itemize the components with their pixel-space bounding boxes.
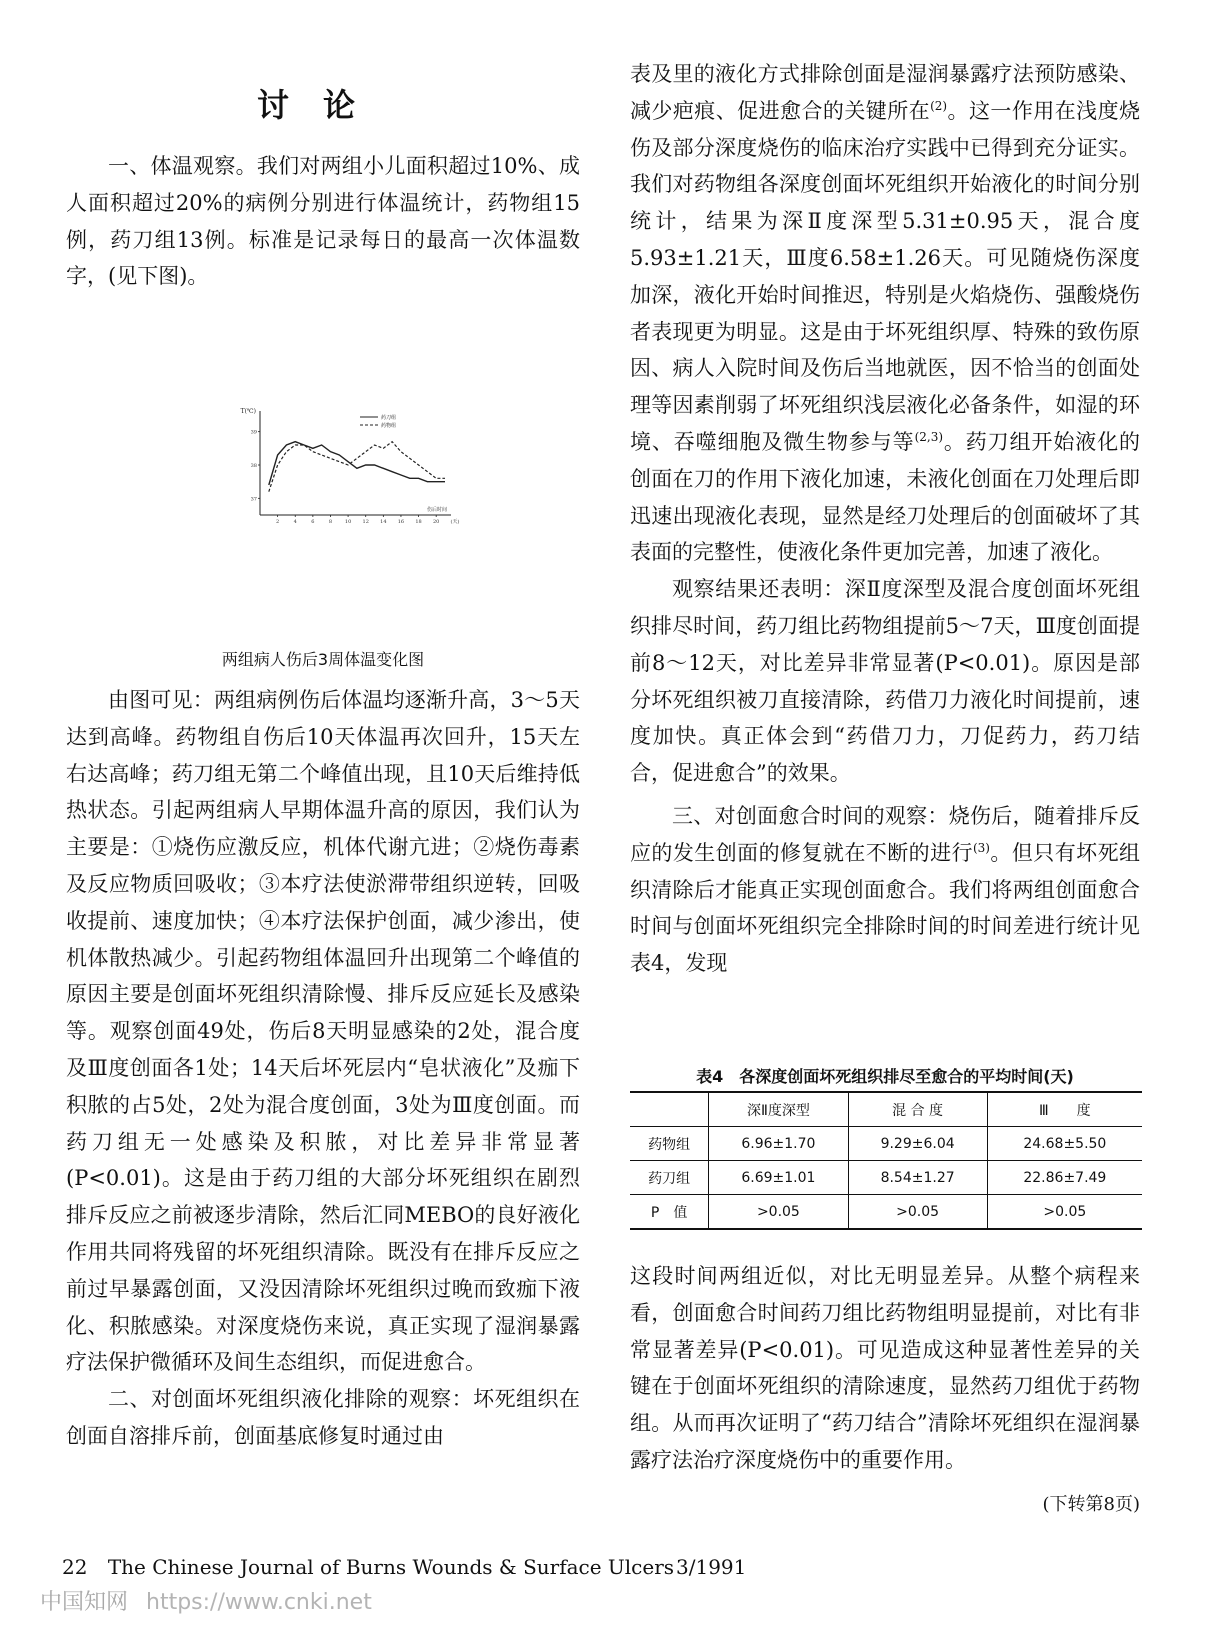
paragraph-temperature: 一、体温观察。我们对两组小儿面积超过10%、成人面积超过20%的病例分别进行体温统计，药物组15例，药刀组13例。标准是记录每日的最高一次体温数字，(见下图)。 [66,154,580,289]
page-footer [62,1555,1162,1579]
right-column-top [630,56,1140,982]
x-axis-label: 伤后时间 [426,507,448,513]
left-column-bottom [66,682,580,1455]
paragraph-figure-analysis: 由图可见：两组病例伤后体温均逐渐升高，3～5天达到高峰。药物组自伤后10天体温再次回升，15天左右达高峰；药刀组无第二个峰值出现，且10天后维持低热状态。引起两组病人早期体温升高的原因，我们认为主要是：①烧伤应激反应，机体代谢亢进；②烧伤毒素及反应物质回吸收；③本疗法使淤滞带组织逆转，回吸收提前、速度加快；④本疗法保护创面，减少渗出，使机体散热减少。引起药物组体温回升出现第二个峰值的原因主要是创面坏死组织清除慢、排斥反应延长及感染等。观察创面49处，伤后8天明显感染的2处，混合度及Ⅲ度创面各1处；14天后坏死层内“皂状液化”及痂下积脓的占5处，2处为混合度创面，3处为Ⅲ度创面。而药刀组无一处感染及积脓，对比差异非常显著(P<0.01)。这是由于药刀组的大部分坏死组织在剧烈排斥反应之前被逐步清除，然后汇同MEBO的良好液化作用共同将残留的坏死组织清除。既没有在排斥反应之前过早暴露创面，又没因清除坏死组织过晚而致痂下液化、积脓感染。对深度烧伤来说，真正实现了湿润暴露疗法保护微循环及间生态组织，而促进愈合。 [66,688,580,1375]
x-tick-label: 8 [328,519,333,525]
paragraph-liquefaction-start: 二、对创面坏死组织液化排除的观察：坏死组织在创面自溶排斥前，创面基底修复时通过由 [66,1387,580,1448]
y-tick-label: 37 [250,496,257,503]
paragraph-observation-results: 观察结果还表明：深Ⅱ度深型及混合度创面坏死组织排尽时间，药刀组比药物组提前5～7天，Ⅲ度创面提前8～12天，对比差异非常显著(P<0.01)。原因是部分坏死组织被刀直接清除，药借刀力液化时间提前，速度加快。真正体会到“药借刀力，刀促药力，药刀结合，促进愈合”的效果。 [630,577,1140,786]
x-unit: (天) [450,519,460,525]
watermark-name: 中国知网 [40,1590,129,1615]
series-line-2 [269,442,445,492]
table-cell: >0.05 [987,1195,1142,1230]
paragraph-conclusion: 这段时间两组近似，对比无明显差异。从整个病程来看，创面愈合时间药刀组比药物组明显提前，对比有非常显著差异(P<0.01)。可见造成这种显著性差异的关键在于创面坏死组织的清除速度，显然药刀组优于药物组。从而再次证明了“药刀结合”清除坏死组织在湿润暴露疗法治疗深度烧伤中的重要作用。 [630,1264,1140,1472]
table-cell: P 值 [630,1195,709,1230]
left-column-top [66,148,580,295]
text-segment: 。但只有坏死组织清除后才能真正实现创面愈合。我们将两组创面愈合时间与创面坏死组织完全排除时间的时间差进行统计见表4，发现 [630,840,1141,976]
table-cell: 6.69±1.01 [709,1161,848,1195]
table-cell: 6.96±1.70 [709,1127,848,1161]
continued-note: (下转第8页) [1042,1493,1140,1515]
x-tick-label: 12 [362,519,369,525]
table-cell: >0.05 [848,1195,987,1230]
results-table [630,1091,1142,1230]
table-cell: 药物组 [648,1136,691,1153]
table-header-cell [630,1092,709,1127]
journal-name: The Chinese Journal of Burns Wounds & Surface Ulcers [107,1555,675,1579]
y-axis-label: T(℃) [240,408,256,415]
y-tick-label: 38 [250,463,257,469]
table-cell: 24.68±5.50 [987,1127,1142,1161]
issue-number: 3/1991 [676,1555,747,1579]
table-cell: 8.54±1.27 [848,1161,987,1195]
x-tick-label: 10 [344,519,352,525]
x-tick-label: 20 [433,519,440,525]
table-cell: 22.86±7.49 [987,1161,1142,1195]
table-cell: 药刀组 [630,1161,709,1195]
text-segment: 三、对创面愈合时间的观察：烧伤后，随着排斥反应的发生创面的修复就在不断的进行 [630,803,1140,865]
text-segment: 表及里的液化方式排除创面是湿润暴露疗法预防感染、减少疤痕、促进愈合的关键所在 [630,62,1140,123]
x-tick-label: 14 [380,519,387,525]
x-tick-label: 16 [397,519,405,525]
x-tick-label: 4 [293,519,297,525]
table-header-row [630,1092,1142,1127]
cnki-watermark [40,1585,372,1616]
x-tick-label: 6 [311,519,315,525]
table-caption: 表4 各深度创面坏死组织排尽至愈合的平均时间(天) [696,1067,1074,1086]
watermark-url: https://www.cnki.net [146,1590,372,1615]
citation: (3) [972,840,990,855]
table-row [630,1127,1142,1161]
series-line-1 [269,442,445,485]
y-tick-label: 39 [250,429,257,436]
table-header-cell: Ⅲ 度 [987,1092,1142,1127]
text-segment: 。这一作用在浅度烧伤及部分深度烧伤的临床治疗实践中已得到充分证实。我们对药物组各深度创面坏死组织开始液化的时间分别统计，结果为深Ⅱ度深型5.31±0.95天，混合度5.93±1.21天，Ⅲ度6.58±1.26天。可见随烧伤深度加深，液化开始时间推迟，特别是火焰烧伤、强酸烧伤者表现更为明显。这是由于坏死组织厚、特殊的致伤原因、病人入院时间及伤后当地就医，因不恰当的创面处理等因素削弱了坏死组织浅层液化必备条件，如湿的环境、吞噬细胞及微生物参与等 [630,98,1141,454]
table-cell: >0.05 [709,1195,848,1230]
paragraph-healing-time [630,798,1140,982]
table-row [630,1195,1142,1230]
text-segment: 。药刀组开始液化的创面在刀的作用下液化加速，未液化创面在刀处理后即迅速出现液化表现，显然是经刀处理后的创面破坏了其表面的完整性，使液化条件更加完善，加速了液化。 [630,429,1141,565]
table-row [630,1161,1142,1195]
x-tick-label: 2 [276,519,280,525]
right-column-bottom [630,1258,1140,1524]
citation: (2) [930,98,948,113]
section-heading: 讨论 [256,86,389,124]
paragraph-liquefaction [630,56,1140,571]
legend-label: 药物组 [381,423,397,429]
table-header-cell: 深Ⅱ度深型 [709,1092,848,1127]
page-number: 22 [62,1555,88,1579]
figure-caption: 两组病人伤后3周体温变化图 [221,650,425,669]
temperature-chart [240,405,460,545]
x-tick-label: 18 [415,519,422,525]
legend-label: 药刀组 [381,415,397,421]
table-header-cell: 混 合 度 [848,1092,987,1127]
citation: (2,3) [914,429,944,444]
table-cell: 9.29±6.04 [848,1127,987,1161]
